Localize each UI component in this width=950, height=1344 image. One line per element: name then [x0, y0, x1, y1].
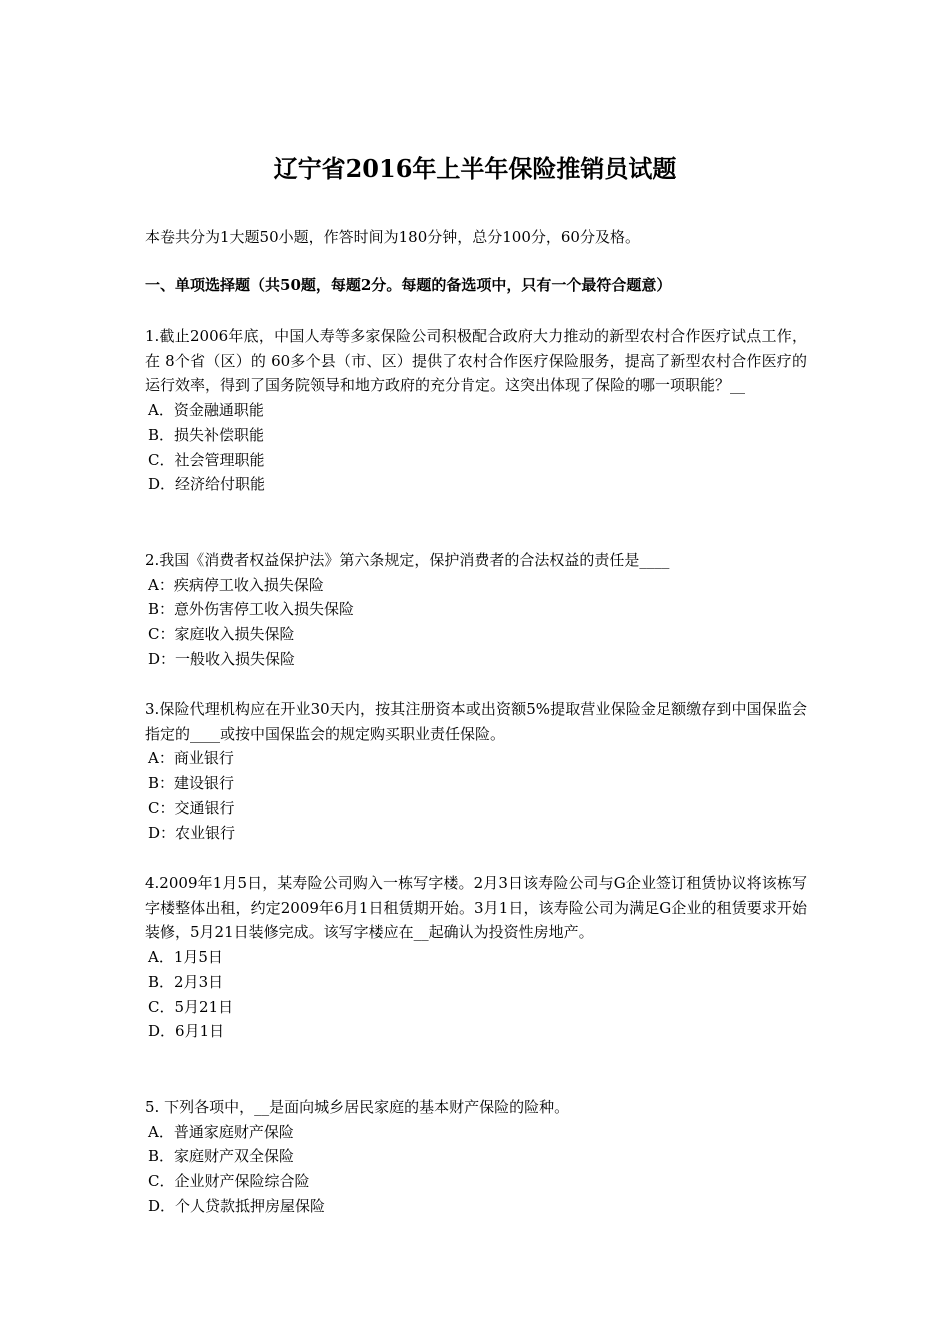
option-list — [145, 945, 807, 1044]
option-c: C．企业财产保险综合险 — [148, 1172, 310, 1191]
option-d: D：农业银行 — [148, 823, 236, 842]
question-stem: 2.我国《消费者权益保护法》第六条规定，保护消费者的合法权益的责任是____ — [145, 551, 670, 569]
option-list — [145, 746, 807, 845]
option-list — [145, 573, 807, 672]
option-d: D．6月1日 — [148, 1022, 225, 1041]
option-d: D．个人贷款抵押房屋保险 — [148, 1196, 326, 1215]
question-1 — [145, 324, 807, 497]
option-b: B．损失补偿职能 — [148, 425, 265, 444]
question-5 — [145, 1095, 807, 1219]
question-stem: 3.保险代理机构应在开业30天内，按其注册资本或出资额5%提取营业保险金足额缴存到中国保监会指定的____或按中国保监会的规定购买职业责任保险。 — [145, 700, 807, 743]
option-b: B：建设银行 — [148, 774, 235, 793]
option-d: D：一般收入损失保险 — [148, 649, 296, 668]
option-a: A：疾病停工收入损失保险 — [148, 575, 324, 594]
question-3 — [145, 697, 807, 845]
question-4 — [145, 871, 807, 1044]
question-stem: 1.截止2006年底，中国人寿等多家保险公司积极配合政府大力推动的新型农村合作医疗试点工作，在 8个省（区）的 60多个县（市、区）提供了农村合作医疗保险服务，提高了新型农村合作医疗的运行效率，得到了国务院领导和地方政府的充分肯定。这突出体现了保险的哪一项职能？__ — [145, 327, 807, 395]
option-list — [145, 398, 807, 497]
question-2 — [145, 548, 807, 672]
page-title: 辽宁省2016年上半年保险推销员试题 — [273, 154, 677, 183]
option-c: C．5月21日 — [148, 997, 234, 1016]
option-c: C．社会管理职能 — [148, 450, 265, 469]
option-b: B．家庭财产双全保险 — [148, 1147, 295, 1166]
option-b: B：意外伤害停工收入损失保险 — [148, 600, 355, 619]
option-a: A．普通家庭财产保险 — [148, 1122, 294, 1141]
section-heading: 一、单项选择题（共50题，每题2分。每题的备选项中，只有一个最符合题意） — [145, 276, 672, 294]
exam-instructions: 本卷共分为1大题50小题，作答时间为180分钟，总分100分，60分及格。 — [145, 228, 640, 246]
question-stem: 5. 下列各项中，__是面向城乡居民家庭的基本财产保险的险种。 — [145, 1098, 570, 1116]
option-b: B．2月3日 — [148, 972, 224, 991]
option-a: A：商业银行 — [148, 749, 234, 768]
question-stem: 4.2009年1月5日，某寿险公司购入一栋写字楼。2月3日该寿险公司与G企业签订租赁协议将该栋写字楼整体出租，约定2009年6月1日租赁期开始。3月1日，该寿险公司为满足G企业的租赁要求开始装修，5月21日装修完成。该写字楼应在__起确认为投资性房地产。 — [145, 874, 807, 942]
option-c: C：交通银行 — [148, 798, 235, 817]
option-list — [145, 1120, 807, 1219]
option-a: A．1月5日 — [148, 948, 223, 967]
option-c: C：家庭收入损失保险 — [148, 625, 295, 644]
option-a: A．资金融通职能 — [148, 401, 264, 420]
option-d: D．经济给付职能 — [148, 475, 266, 494]
